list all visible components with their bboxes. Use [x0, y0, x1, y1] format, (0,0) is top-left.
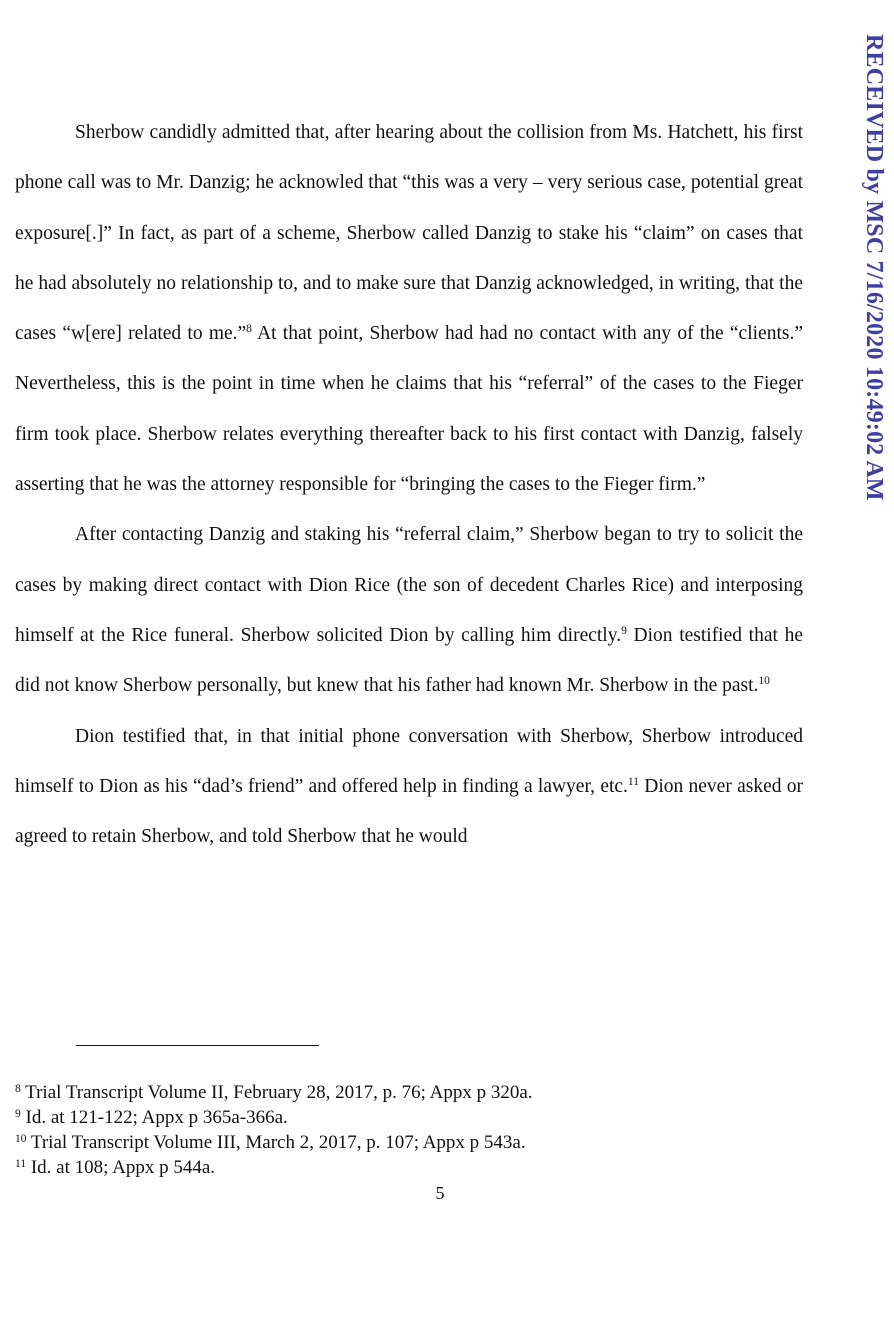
footnote-text: Trial Transcript Volume II, February 28, 2017, p. 76; Appx p 320a.	[20, 1082, 533, 1103]
footnote-10	[15, 1130, 803, 1155]
footnote-ref-9[interactable]: 9	[621, 624, 627, 637]
footnote-text: Trial Transcript Volume III, March 2, 2017, p. 107; Appx p 543a.	[26, 1132, 526, 1153]
footnote-text: Id. at 108; Appx p 544a.	[26, 1157, 216, 1178]
footnote-ref-11[interactable]: 11	[627, 775, 639, 788]
footnote-number: 8	[15, 1083, 21, 1095]
footnote-ref-10[interactable]: 10	[758, 675, 770, 688]
paragraph-3-text-b: Dion never asked or agreed to retain Sherbow, and told Sherbow that he would	[15, 775, 803, 848]
paragraph-1-text-b: At that point, Sherbow had had no contact with any of the “clients.” Nevertheless, this is the point in time when he claims that his “referral” of the cases to the Fieger firm took place. Sherbow relates everything thereafter back to his first contact with Danzig, falsely asserting that he was the attorney responsible for “bringing the cases to the Fieger firm.”	[15, 323, 803, 496]
paragraph-2-text-a: After contacting Danzig and staking his “referral claim,” Sherbow began to try to solicit the cases by making direct contact with Dion Rice (the son of decedent Charles Rice) and interposing himself at the Rice funeral. Sherbow solicited Dion by calling him directly.	[15, 524, 803, 646]
page-number: 5	[435, 1183, 445, 1203]
footnote-number: 10	[15, 1133, 27, 1145]
footnote-number: 11	[15, 1158, 27, 1170]
received-stamp: RECEIVED by MSC 7/16/2020 10:49:02 AM	[861, 34, 887, 501]
paragraph-2-text-b: Dion testified that he did not know Sherbow personally, but knew that his father had known Mr. Sherbow in the past.	[15, 624, 803, 697]
footnote-divider	[76, 1045, 319, 1046]
footnote-8	[15, 1080, 803, 1105]
paragraph-3-text-a: Dion testified that, in that initial phone conversation with Sherbow, Sherbow introduced himself to Dion as his “dad’s friend” and offered help in finding a lawyer, etc.	[15, 725, 803, 797]
footnote-text: Id. at 121-122; Appx p 365a-366a.	[20, 1107, 288, 1128]
body-text	[15, 108, 803, 862]
footnotes	[15, 1080, 803, 1180]
paragraph-2	[15, 510, 803, 711]
footnote-ref-8[interactable]: 8	[246, 323, 252, 336]
footnote-11	[15, 1155, 803, 1180]
paragraph-1	[15, 108, 803, 510]
paragraph-1-text-a: Sherbow candidly admitted that, after hearing about the collision from Ms. Hatchett, his first phone call was to Mr. Danzig; he acknowled that “this was a very – very serious case, potential great exposure[.]” In fact, as part of a scheme, Sherbow called Danzig to stake his “claim” on cases that he had absolutely no relationship to, and to make sure that Danzig acknowledged, in writing, that the cases “w[ere] related to me.”	[15, 122, 803, 345]
paragraph-3	[15, 712, 803, 863]
footnote-number: 9	[15, 1108, 21, 1120]
footnote-9	[15, 1105, 803, 1130]
